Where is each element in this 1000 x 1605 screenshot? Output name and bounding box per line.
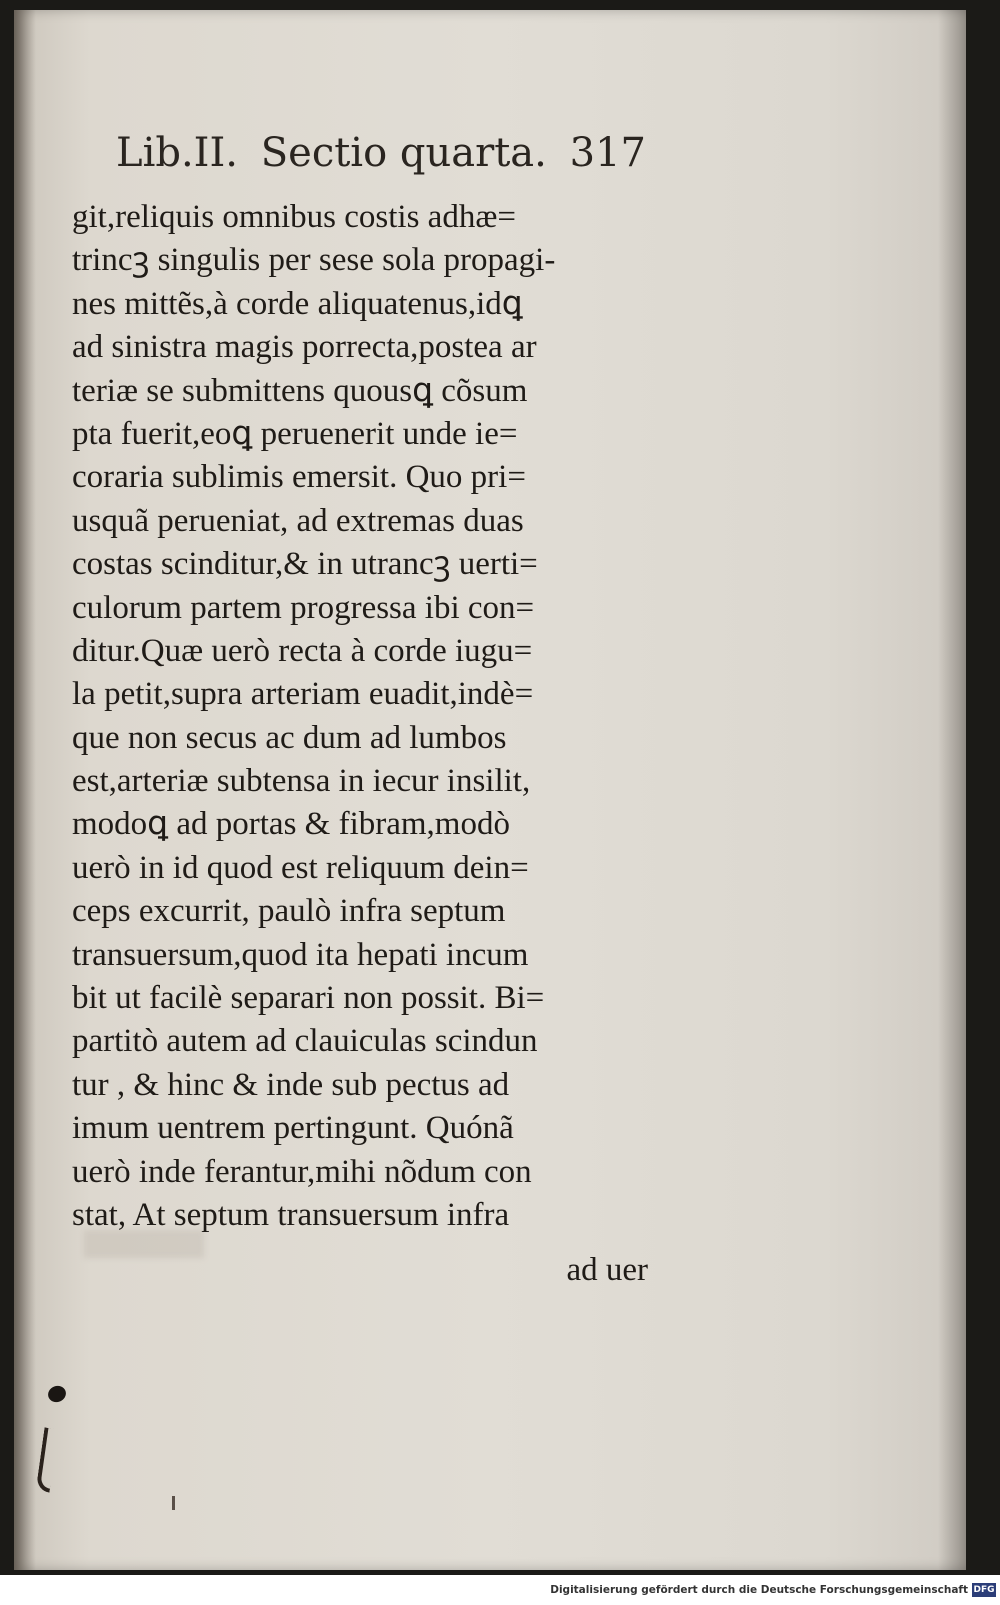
text-line: costas scinditur,& in utrancꝫ uerti= — [72, 546, 538, 583]
text-line: trincꝫ singulis per sese sola propagi- — [72, 242, 556, 279]
text-line: transuersum,quod ita hepati incum — [72, 936, 529, 973]
body-text — [72, 196, 642, 1237]
page-gutter-shadow — [14, 10, 36, 1570]
text-line: nes mittẽs,à corde aliquatenus,idꝗ — [72, 285, 523, 322]
text-line: pta fuerit,eoꝗ peruenerit unde ie= — [72, 415, 518, 452]
text-line: que non secus ac dum ad lumbos — [72, 719, 507, 756]
text-line: uerò in id quod est reliquum dein= — [72, 849, 529, 886]
running-head — [116, 130, 646, 186]
text-line: coraria sublimis emersit. Quo pri= — [72, 459, 526, 496]
text-line: stat, At septum transuersum infra — [72, 1196, 510, 1233]
page-number: 317 — [569, 130, 646, 176]
text-line: ceps excurrit, paulò infra septum — [72, 893, 506, 930]
text-line: ditur.Quæ uerò recta à corde iugu= — [72, 632, 533, 669]
running-head-book: Lib.II. — [116, 130, 238, 176]
page-edge-shadow — [938, 10, 966, 1570]
text-line: uerò inde ferantur,mihi nõdum con — [72, 1153, 532, 1190]
footer-credit: Digitalisierung gefördert durch die Deutsche Forschungsgemeinschaft — [550, 1584, 968, 1596]
running-head-section: Sectio quarta. — [260, 130, 547, 176]
text-line: la petit,supra arteriam euadit,indè= — [72, 676, 534, 713]
text-line: teriæ se submittens quousꝗ cõsum — [72, 372, 528, 409]
text-line: bit ut facilè separari non possit. Bi= — [72, 980, 545, 1017]
dfg-logo: DFG — [973, 1585, 995, 1595]
text-line: tur , & hinc & inde sub pectus ad — [72, 1066, 510, 1103]
text-line: usquã perueniat, ad extremas duas — [72, 502, 524, 539]
ink-tick-mark — [172, 1496, 175, 1510]
text-line: git,reliquis omnibus costis adhæ= — [72, 199, 516, 235]
text-line: culorum partem progressa ibi con= — [72, 589, 535, 626]
catchword: ad uer — [566, 1252, 648, 1288]
text-line: ad sinistra magis porrecta,postea ar — [72, 329, 537, 366]
text-line: modoꝗ ad portas & fibram,modò — [72, 806, 510, 843]
text-line: est,arteriæ subtensa in iecur insilit, — [72, 763, 531, 800]
text-line: imum uentrem pertingunt. Quónã — [72, 1110, 514, 1147]
text-line: partitò autem ad clauiculas scindun — [72, 1023, 538, 1060]
